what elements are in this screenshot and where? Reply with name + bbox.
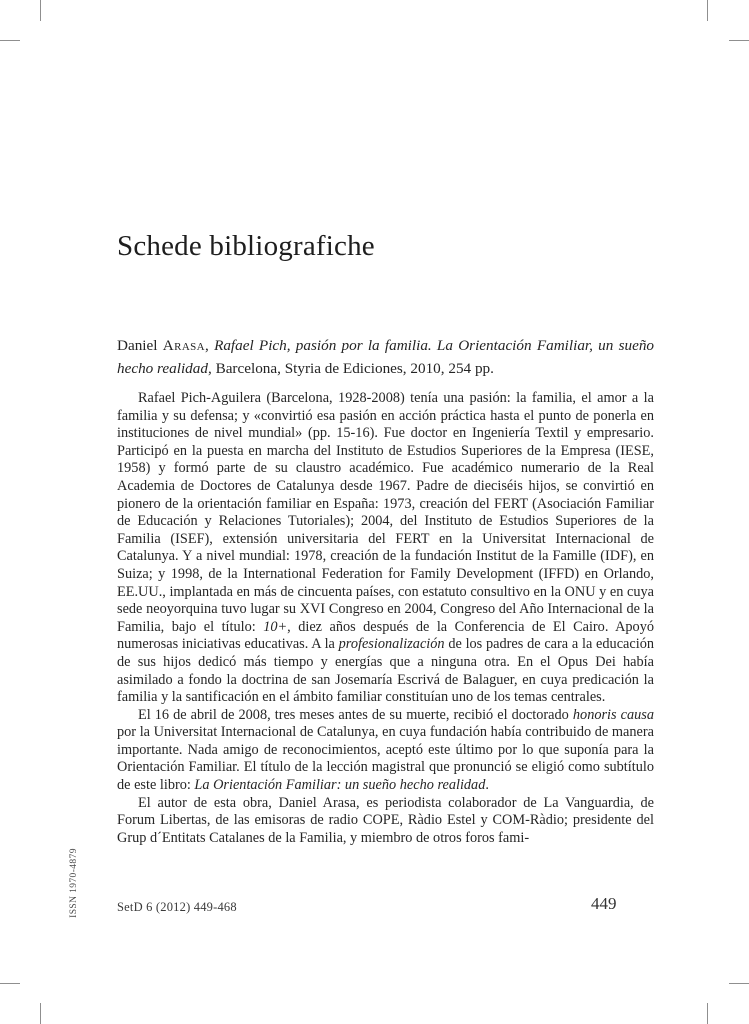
- crop-mark-bottom-left-vertical: [40, 1003, 42, 1024]
- crop-mark-top-right-vertical: [707, 0, 709, 21]
- body-paragraph: [117, 795, 654, 848]
- text-run: , Barcelona, Styria de Ediciones, 2010, 254 pp.: [207, 360, 494, 377]
- text-run: ,: [205, 337, 215, 354]
- crop-mark-bottom-right-vertical: [707, 1003, 709, 1024]
- text-run: El autor de esta obra, Daniel Arasa, es periodista colaborador de La Vanguardia, de Forum Libertas, de las emisoras de radio COPE, Ràdio Estel y COM-Ràdio; presidente del Grup d´Entitats Catalanes de la Familia, y miembro de otros foros fami-: [117, 794, 654, 846]
- crop-mark-top-left-horizontal: [0, 40, 20, 42]
- crop-mark-bottom-right-horizontal: [729, 983, 749, 985]
- text-run: El 16 de abril de 2008, tres meses antes de su muerte, recibió el doctorado: [138, 706, 573, 723]
- journal-reference: SetD 6 (2012) 449-468: [117, 900, 237, 914]
- text-run: , diez años después de la Conferencia de El Cairo. Apoyó numerosas iniciativas educativas. A la: [117, 618, 654, 653]
- crop-mark-bottom-left-horizontal: [0, 983, 20, 985]
- text-run: Daniel: [117, 337, 163, 354]
- text-run: La Orientación Familiar: un sueño hecho realidad: [194, 777, 486, 794]
- text-run: .: [485, 777, 489, 794]
- crop-mark-top-left-vertical: [40, 0, 42, 21]
- body-paragraph: [117, 707, 654, 795]
- text-run: Arasa: [162, 337, 206, 354]
- section-title: Schede bibliografiche: [117, 230, 375, 262]
- text-run: profesionalización: [338, 636, 445, 653]
- text-run: por la Universitat Internacional de Catalunya, en cuya fundación había contribuido de manera importante. Nada amigo de reconocimientos, aceptó este último por lo que suponía para la Orientación Familiar. El título de la lección magistral que pronunció se eligió como subtítulo de este libro:: [117, 724, 654, 794]
- body-paragraph: [117, 390, 654, 707]
- text-run: 10+: [263, 618, 288, 635]
- text-run: Rafael Pich, pasión por la familia. La Orientación Familiar, un sueño hecho realidad: [117, 337, 655, 377]
- text-run: de los padres de cara a la educación de sus hijos dedicó más tiempo y energías que a ninguna otra. En el Opus Dei había asimilado a fondo la doctrina de san Josemaría Escrivá de Balaguer, en cuya predicación la familia y la santificación en el ámbito familiar constituían uno de los temas centrales.: [117, 636, 654, 706]
- page-number: 449: [591, 894, 617, 913]
- crop-mark-top-right-horizontal: [729, 40, 749, 42]
- review-body: [117, 390, 654, 847]
- text-run: Rafael Pich-Aguilera (Barcelona, 1928-2008) tenía una pasión: la familia, el amor a la familia y su defensa; y «convirtió esa pasión en acción práctica hasta el punto de ponerla en instituciones de nivel mundial» (pp. 15-16). Fue doctor en Ingeniería Textil y empresario. Participó en la puesta en marcha del Instituto de Estudios Superiores de la Empresa (IESE, 1958) y formó parte de su claustro académico. Fue académico numerario de la Real Academia de Doctores de Catalunya desde 1967. Padre de dieciséis hijos, se convirtió en pionero de la orientación familiar en España: 1973, creación del FERT (Asociación Familiar de Educación y Relaciones Tutoriales); 2004, del Instituto de Estudios Superiores de la Familia (ISEF), extensión universitaria del FERT en la Universitat Internacional de Catalunya. Y a nivel mundial: 1978, creación de la fundación Institut de la Famille (IDF), en Suiza; y 1998, de la International Federation for Family Development (IFFD) en Orlando, EE.UU., implantada en más de cincuenta países, con estatuto consultivo en la ONU y en cuya sede neoyorquina tuvo lugar su XVI Congreso en 2004, Congreso del Año Internacional de la Familia, bajo el título:: [117, 390, 654, 635]
- text-run: honoris causa: [572, 706, 654, 723]
- bibliographic-entry: [117, 334, 654, 380]
- issn-sidebar-label: ISSN 1970-4879: [69, 848, 79, 918]
